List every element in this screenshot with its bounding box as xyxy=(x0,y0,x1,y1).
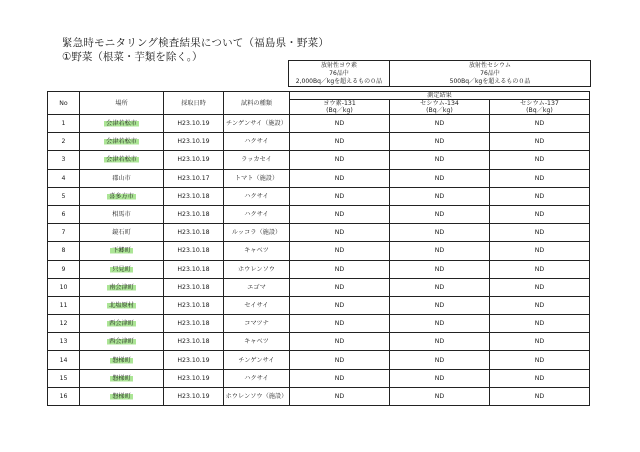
cell-sample: ルッコラ（施設） xyxy=(224,224,290,242)
header-cesium-134-label: セシウム-134 xyxy=(420,100,459,107)
place-name: 北塩原村 xyxy=(109,301,134,309)
cell-iodine-131: ND xyxy=(290,315,390,333)
cell-cesium-137: ND xyxy=(490,296,590,314)
cell-iodine-131: ND xyxy=(290,278,390,296)
cell-cesium-137: ND xyxy=(490,133,590,151)
place-name: 会津若松市 xyxy=(106,120,137,128)
table-row xyxy=(48,351,590,369)
cell-iodine-131: ND xyxy=(290,151,390,169)
cell-sample: ホウレンソウ（施設） xyxy=(224,387,290,405)
cell-iodine-131: ND xyxy=(290,205,390,223)
cell-no: 6 xyxy=(48,205,80,223)
header-unit: (Bq／kg) xyxy=(326,107,353,114)
cell-date: H23.10.18 xyxy=(164,187,224,205)
place-name: 郡山市 xyxy=(112,174,131,182)
place-name: 磐梯町 xyxy=(112,374,131,382)
table-row xyxy=(48,205,590,223)
cell-sample: ハクサイ xyxy=(224,187,290,205)
cell-iodine-131: ND xyxy=(290,296,390,314)
cell-date: H23.10.19 xyxy=(164,387,224,405)
header-no: No xyxy=(48,92,80,115)
cell-date: H23.10.18 xyxy=(164,296,224,314)
cell-place xyxy=(80,224,164,242)
results-table xyxy=(47,91,590,406)
cell-cesium-137: ND xyxy=(490,205,590,223)
header-place: 場所 xyxy=(80,92,164,115)
cell-sample: ラッカセイ xyxy=(224,151,290,169)
header-cesium-134 xyxy=(390,100,490,115)
cell-no: 15 xyxy=(48,369,80,387)
cell-cesium-137: ND xyxy=(490,187,590,205)
table-row xyxy=(48,133,590,151)
cell-sample: エゴマ xyxy=(224,278,290,296)
cell-no: 4 xyxy=(48,169,80,187)
cell-no: 11 xyxy=(48,296,80,314)
cesium-summary-result: 500Bq／kgを超えるもの０品 xyxy=(449,77,531,85)
cell-no: 7 xyxy=(48,224,80,242)
cell-no: 3 xyxy=(48,151,80,169)
place-name: 下郷町 xyxy=(112,247,131,255)
cesium-summary-cell xyxy=(390,61,591,87)
cell-date: H23.10.18 xyxy=(164,224,224,242)
cell-iodine-131: ND xyxy=(290,169,390,187)
table-row xyxy=(48,187,590,205)
cell-cesium-137: ND xyxy=(490,224,590,242)
header-sample: 試料の種類 xyxy=(224,92,290,115)
cell-cesium-134: ND xyxy=(390,133,490,151)
cell-cesium-137: ND xyxy=(490,151,590,169)
cell-cesium-137: ND xyxy=(490,115,590,133)
header-cesium-137 xyxy=(490,100,590,115)
limit-summary-table xyxy=(288,60,591,87)
cell-date: H23.10.18 xyxy=(164,315,224,333)
cell-date: H23.10.18 xyxy=(164,205,224,223)
cell-sample: チンゲンサイ（施設） xyxy=(224,115,290,133)
cell-sample: チンゲンサイ xyxy=(224,351,290,369)
cell-place xyxy=(80,333,164,351)
cell-cesium-134: ND xyxy=(390,169,490,187)
cell-place xyxy=(80,205,164,223)
cell-sample: キャベツ xyxy=(224,333,290,351)
cell-place xyxy=(80,115,164,133)
cell-date: H23.10.17 xyxy=(164,169,224,187)
iodine-summary-label: 放射性ヨウ素 xyxy=(320,61,357,69)
cell-sample: トマト（施設） xyxy=(224,169,290,187)
header-measurement-results: 測定結果 xyxy=(290,92,590,100)
page-title: 緊急時モニタリング検査結果について（福島県・野菜） xyxy=(62,37,330,49)
cell-iodine-131: ND xyxy=(290,333,390,351)
cell-sample: ハクサイ xyxy=(224,133,290,151)
cell-cesium-137: ND xyxy=(490,315,590,333)
cell-no: 10 xyxy=(48,278,80,296)
cell-cesium-134: ND xyxy=(390,351,490,369)
place-name: 西会津町 xyxy=(109,320,134,328)
iodine-summary-cell xyxy=(289,61,390,87)
cell-cesium-134: ND xyxy=(390,333,490,351)
cell-no: 2 xyxy=(48,133,80,151)
table-row xyxy=(48,260,590,278)
cell-cesium-134: ND xyxy=(390,369,490,387)
cell-place xyxy=(80,278,164,296)
cell-cesium-134: ND xyxy=(390,260,490,278)
cell-date: H23.10.19 xyxy=(164,151,224,169)
cesium-summary-count: 76品中 xyxy=(480,69,500,77)
cell-cesium-134: ND xyxy=(390,315,490,333)
cell-date: H23.10.19 xyxy=(164,115,224,133)
cell-sample: コマツナ xyxy=(224,315,290,333)
place-name: 西会津町 xyxy=(109,338,134,346)
cell-date: H23.10.19 xyxy=(164,133,224,151)
cell-no: 14 xyxy=(48,351,80,369)
header-cesium-137-label: セシウム-137 xyxy=(520,100,559,107)
cell-iodine-131: ND xyxy=(290,242,390,260)
cell-no: 8 xyxy=(48,242,80,260)
cell-date: H23.10.18 xyxy=(164,278,224,296)
cell-no: 1 xyxy=(48,115,80,133)
cell-iodine-131: ND xyxy=(290,369,390,387)
cell-sample: ホウレンソウ xyxy=(224,260,290,278)
cell-no: 5 xyxy=(48,187,80,205)
table-row xyxy=(48,296,590,314)
cell-cesium-134: ND xyxy=(390,296,490,314)
cell-place xyxy=(80,351,164,369)
cell-iodine-131: ND xyxy=(290,133,390,151)
cell-cesium-134: ND xyxy=(390,187,490,205)
cell-cesium-137: ND xyxy=(490,278,590,296)
place-name: 南会津町 xyxy=(109,283,134,291)
table-row xyxy=(48,315,590,333)
place-name: 磐梯町 xyxy=(112,356,131,364)
cell-sample: ハクサイ xyxy=(224,369,290,387)
table-row xyxy=(48,333,590,351)
cell-cesium-137: ND xyxy=(490,351,590,369)
place-name: 只見町 xyxy=(112,265,131,273)
cell-cesium-137: ND xyxy=(490,387,590,405)
cell-iodine-131: ND xyxy=(290,187,390,205)
cell-no: 13 xyxy=(48,333,80,351)
table-row xyxy=(48,224,590,242)
cell-no: 16 xyxy=(48,387,80,405)
cell-place xyxy=(80,242,164,260)
cell-date: H23.10.19 xyxy=(164,369,224,387)
cell-sample: セイサイ xyxy=(224,296,290,314)
cell-date: H23.10.18 xyxy=(164,260,224,278)
cell-place xyxy=(80,133,164,151)
cell-date: H23.10.18 xyxy=(164,333,224,351)
cell-place xyxy=(80,387,164,405)
cell-place xyxy=(80,315,164,333)
table-row xyxy=(48,169,590,187)
cell-no: 9 xyxy=(48,260,80,278)
cell-iodine-131: ND xyxy=(290,260,390,278)
cell-cesium-134: ND xyxy=(390,224,490,242)
cell-cesium-134: ND xyxy=(390,278,490,296)
place-name: 会津若松市 xyxy=(106,138,137,146)
cell-sample: キャベツ xyxy=(224,242,290,260)
cell-cesium-137: ND xyxy=(490,260,590,278)
cell-iodine-131: ND xyxy=(290,224,390,242)
header-unit: (Bq／kg) xyxy=(526,107,553,114)
cell-cesium-137: ND xyxy=(490,333,590,351)
cell-place xyxy=(80,151,164,169)
cell-place xyxy=(80,187,164,205)
cell-cesium-134: ND xyxy=(390,242,490,260)
table-row xyxy=(48,369,590,387)
table-row xyxy=(48,387,590,405)
cell-place xyxy=(80,296,164,314)
table-row xyxy=(48,242,590,260)
table-row xyxy=(48,115,590,133)
cesium-summary-label: 放射性セシウム xyxy=(469,61,511,69)
place-name: 喜多方市 xyxy=(109,192,134,200)
cell-place xyxy=(80,260,164,278)
table-row xyxy=(48,278,590,296)
page-subtitle: ①野菜（根菜・芋類を除く。） xyxy=(62,51,203,63)
header-iodine-131 xyxy=(290,100,390,115)
cell-sample: ハクサイ xyxy=(224,205,290,223)
cell-iodine-131: ND xyxy=(290,351,390,369)
header-date: 採取日時 xyxy=(164,92,224,115)
cell-date: H23.10.18 xyxy=(164,242,224,260)
cell-cesium-134: ND xyxy=(390,115,490,133)
cell-iodine-131: ND xyxy=(290,387,390,405)
place-name: 鏡石町 xyxy=(112,229,131,237)
cell-date: H23.10.19 xyxy=(164,351,224,369)
cell-cesium-134: ND xyxy=(390,387,490,405)
table-row xyxy=(48,151,590,169)
cell-iodine-131: ND xyxy=(290,115,390,133)
iodine-summary-count: 76品中 xyxy=(329,69,349,77)
place-name: 磐梯町 xyxy=(112,392,131,400)
cell-cesium-137: ND xyxy=(490,242,590,260)
place-name: 相馬市 xyxy=(112,211,131,219)
cell-cesium-137: ND xyxy=(490,169,590,187)
iodine-summary-result: 2,000Bq／kgを超えるもの０品 xyxy=(295,77,383,85)
cell-cesium-134: ND xyxy=(390,205,490,223)
cell-cesium-137: ND xyxy=(490,369,590,387)
place-name: 会津若松市 xyxy=(106,156,137,164)
header-iodine-131-label: ヨウ素-131 xyxy=(323,100,356,107)
header-unit: (Bq／kg) xyxy=(426,107,453,114)
cell-place xyxy=(80,169,164,187)
cell-no: 12 xyxy=(48,315,80,333)
cell-cesium-134: ND xyxy=(390,151,490,169)
cell-place xyxy=(80,369,164,387)
